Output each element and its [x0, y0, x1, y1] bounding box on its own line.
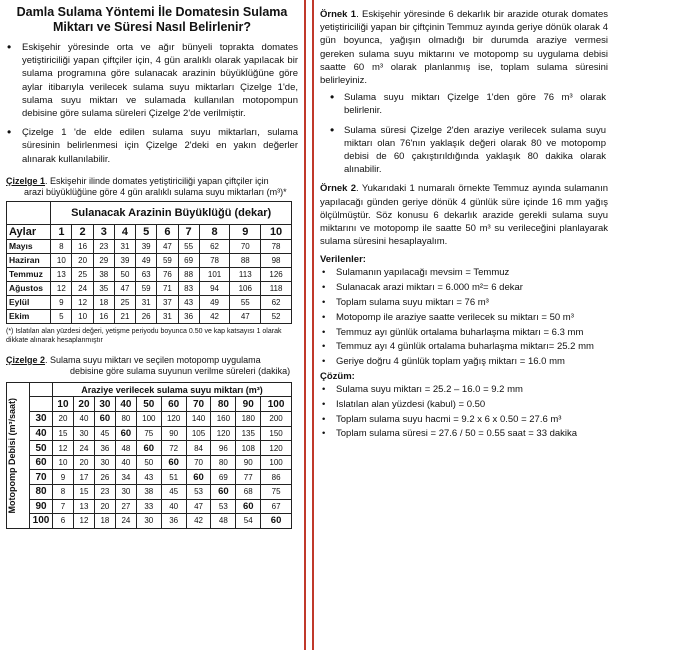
table2-cell: 72: [161, 441, 186, 456]
table2-cell: 60: [115, 426, 136, 441]
table2-col-header: 80: [211, 397, 236, 412]
table1-col-header: 8: [199, 224, 230, 239]
table2-cell: 60: [161, 455, 186, 470]
table1-col-header: 9: [230, 224, 261, 239]
table1-cell: 39: [136, 239, 157, 253]
table1-col-header: 1: [51, 224, 72, 239]
table2-row-label: 100: [30, 514, 53, 529]
table1-cell: 55: [178, 239, 199, 253]
table2-cell: 30: [73, 426, 94, 441]
table2-col-header: 30: [94, 397, 115, 412]
table1-cell: 25: [114, 295, 135, 309]
table2-cell: 96: [211, 441, 236, 456]
table1-cell: 88: [230, 253, 261, 267]
table2-cell: 50: [136, 455, 161, 470]
table1-cell: 88: [178, 267, 199, 281]
table2-cell: 60: [236, 499, 261, 514]
given-item: • Sulamanın yapılacağı mevsim = Temmuz: [320, 267, 608, 280]
table2-row: [7, 441, 292, 456]
table2-cell: 17: [73, 470, 94, 485]
table2-cell: 54: [236, 514, 261, 529]
table2-cell: 70: [186, 455, 211, 470]
table2-row: [7, 455, 292, 470]
table1-cell: 42: [199, 309, 230, 323]
example1-bullet-2: • Sulama süresi Çizelge 2'den araziye verilecek sulama suyu miktarı olan 76'nın yaklaşık değeri olarak 80 ve motopomp debisi de 60 çakıştırıldığında yaklaşık 80 dakika olarak alınabilir.: [320, 124, 606, 177]
given-title: Verilenler:: [320, 254, 366, 266]
table1-cell: 36: [178, 309, 199, 323]
table2-row-label: 30: [30, 412, 53, 427]
table2-cell: 23: [94, 484, 115, 499]
table1-cell: 118: [261, 281, 292, 295]
table2-row-label: 90: [30, 499, 53, 514]
table1-corner: [7, 201, 51, 224]
table2-col-header: 20: [73, 397, 94, 412]
table1-cell: 101: [199, 267, 230, 281]
table2-cell: 108: [236, 441, 261, 456]
table1-body: [7, 239, 292, 323]
table2-cell: 48: [211, 514, 236, 529]
table1-col-header: 4: [114, 224, 135, 239]
table2-corner: [30, 382, 53, 397]
table2-cell: 60: [186, 470, 211, 485]
table1-cell: 78: [199, 253, 230, 267]
solution-item: • Toplam sulama suyu hacmi = 9.2 x 6 x 0.50 = 27.6 m³: [320, 414, 608, 427]
table1-cell: 83: [178, 281, 199, 295]
table2-row: [7, 499, 292, 514]
example1-label: Örnek 1: [320, 9, 357, 20]
table1-cell: 126: [261, 267, 292, 281]
table1-cell: 35: [93, 281, 114, 295]
table1-cell: 26: [136, 309, 157, 323]
table1-cell: 9: [51, 295, 72, 309]
table1-cell: 94: [199, 281, 230, 295]
table2-col-header-row: [7, 397, 292, 412]
table1-row-label: Haziran: [7, 253, 51, 267]
left-column: [0, 0, 306, 650]
table2-cell: 15: [53, 426, 74, 441]
table1-row-label: Ağustos: [7, 281, 51, 295]
table1-cell: 31: [136, 295, 157, 309]
table1-cell: 8: [51, 239, 72, 253]
example2-text: . Yukarıdaki 1 numaralı örnekte Temmuz ayında sulamanın yapılacağı günden geriye dönük 4 günlük süre içinde 16 mm yağış ölçülmüştür. Söz konusu 6 dekarlık arazide gerekli sulama suyu miktarını ve motopomp ile saatte 50 m³ su verileceğini planlayarak sulama süresini hesaplayalım.: [320, 183, 608, 248]
table2-cell: 60: [211, 484, 236, 499]
table1-cell: 47: [157, 239, 178, 253]
table1-cell: 23: [93, 239, 114, 253]
table1-cell: 5: [51, 309, 72, 323]
table1-cell: 62: [261, 295, 292, 309]
table1-col-header: 3: [93, 224, 114, 239]
table2-cell: 84: [186, 441, 211, 456]
table2-cell: 20: [73, 455, 94, 470]
table1-cell: 37: [157, 295, 178, 309]
table2-cell: 8: [53, 484, 74, 499]
solution-title: Çözüm:: [320, 371, 355, 383]
table1-col-header: 7: [178, 224, 199, 239]
table1-cell: 13: [51, 267, 72, 281]
table2-cell: 180: [236, 412, 261, 427]
table1-caption-label: Çizelge 1: [6, 175, 46, 186]
table1-cell: 106: [230, 281, 261, 295]
table1-caption: [6, 176, 300, 199]
table2-cell: 27: [115, 499, 136, 514]
table2-col-header: 10: [53, 397, 74, 412]
table1-cell: 69: [178, 253, 199, 267]
table1-cell: 59: [157, 253, 178, 267]
table2-corner2: [30, 397, 53, 412]
table2-cell: 40: [161, 499, 186, 514]
table2-cell: 47: [186, 499, 211, 514]
table1-cell: 78: [261, 239, 292, 253]
table1-cell: 31: [157, 309, 178, 323]
table2-cell: 60: [94, 412, 115, 427]
table2: [6, 382, 292, 529]
table2-row: [7, 470, 292, 485]
table1-row: [7, 281, 292, 295]
table2-cell: 60: [136, 441, 161, 456]
table2-caption-label: Çizelge 2: [6, 354, 46, 365]
table1-cell: 63: [136, 267, 157, 281]
table2-cell: 30: [136, 514, 161, 529]
example1-bullet-1: • Sulama suyu miktarı Çizelge 1'den göre 76 m³ olarak belirlenir.: [320, 91, 606, 117]
table1-note: (*) Islatılan alan yüzdesi değeri, yetişme periyodu boyunca 0.50 ve kap katsayısı 1 olarak dikkate alınarak hesaplanmıştır: [6, 327, 282, 344]
table2-col-header: 40: [115, 397, 136, 412]
table2-cell: 7: [53, 499, 74, 514]
table2-cell: 160: [211, 412, 236, 427]
table2-cell: 53: [211, 499, 236, 514]
table1-caption-line2: arazi büyüklüğüne göre 4 gün aralıklı sulama suyu miktarları (m³)*: [24, 187, 287, 198]
table2-row: [7, 426, 292, 441]
table1-cell: 71: [157, 281, 178, 295]
table1-row: [7, 253, 292, 267]
table1-cell: 21: [114, 309, 135, 323]
given-item: • Toplam sulama suyu miktarı = 76 m³: [320, 297, 608, 310]
table1: [6, 201, 292, 324]
table1-cell: 49: [136, 253, 157, 267]
table2-row-label: 70: [30, 470, 53, 485]
table1-cell: 50: [114, 267, 135, 281]
table2-cell: 80: [115, 412, 136, 427]
table2-cell: 100: [136, 412, 161, 427]
table2-row-axis-label: Motopomp Debisi (m³/saat): [7, 397, 17, 514]
table2-row-label: 80: [30, 484, 53, 499]
table1-caption-text: . Eskişehir ilinde domates yetiştiriciliği yapan çiftçiler için: [45, 175, 269, 186]
table2-cell: 86: [261, 470, 292, 485]
table1-col-header: 10: [261, 224, 292, 239]
table2-cell: 150: [261, 426, 292, 441]
table2-caption: [6, 355, 300, 378]
table2-caption-line2: debisine göre sulama suyunun verilme süreleri (dakika): [70, 366, 291, 377]
table1-cell: 20: [72, 253, 93, 267]
solution-item: • Sulama suyu miktarı = 25.2 – 16.0 = 9.2 mm: [320, 384, 608, 397]
table2-cell: 20: [53, 412, 74, 427]
table1-cell: 62: [199, 239, 230, 253]
table1-cell: 47: [230, 309, 261, 323]
table2-cell: 120: [161, 412, 186, 427]
table2-cell: 34: [115, 470, 136, 485]
table2-cell: 200: [261, 412, 292, 427]
table2-cell: 15: [73, 484, 94, 499]
intro-bullet-1: • Eskişehir yöresinde orta ve ağır bünyeli toprakta domates yetiştiriciliği yapan çiftçiler için, 4 gün aralıklı olarak yapılacak bir sulama programına göre sulanacak arazinin büyüklüğüne göre aylar itibarıyla verilecek sulama suyu miktarları Çizelge 1'de, sulama suyu miktarı ve sulamada kullanılan motopompun debisine göre sulama süreleri Çizelge 2'de verilmiştir.: [0, 41, 298, 120]
table1-row-label: Eylül: [7, 295, 51, 309]
table1-row-label: Ekim: [7, 309, 51, 323]
right-column: [312, 0, 612, 650]
table1-row-label: Mayıs: [7, 239, 51, 253]
table2-cell: 10: [53, 455, 74, 470]
table1-cell: 10: [72, 309, 93, 323]
table2-col-header: 100: [261, 397, 292, 412]
table2-row-label: 60: [30, 455, 53, 470]
table2-cell: 45: [94, 426, 115, 441]
table1-cell: 18: [93, 295, 114, 309]
table1-cell: 16: [72, 239, 93, 253]
table2-cell: 60: [261, 514, 292, 529]
table1-cell: 113: [230, 267, 261, 281]
table2-cell: 67: [261, 499, 292, 514]
table1-cell: 43: [178, 295, 199, 309]
table1-col-header: 6: [157, 224, 178, 239]
table2-cell: 20: [94, 499, 115, 514]
table1-col-header: 5: [136, 224, 157, 239]
table2-cell: 51: [161, 470, 186, 485]
table2-cell: 77: [236, 470, 261, 485]
table2-cell: 36: [94, 441, 115, 456]
given-item: • Motopomp ile araziye saatte verilecek su miktarı = 50 m³: [320, 312, 608, 325]
table1-col-header: 2: [72, 224, 93, 239]
table1-header: Sulanacak Arazinin Büyüklüğü (dekar): [51, 201, 292, 224]
table2-row: [7, 514, 292, 529]
example2-paragraph: [320, 182, 608, 248]
table2-cell: 90: [236, 455, 261, 470]
solution-item: • Islatılan alan yüzdesi (kabul) = 0.50: [320, 399, 608, 412]
table2-cell: 38: [136, 484, 161, 499]
table2-cell: 12: [53, 441, 74, 456]
table2-col-header: 70: [186, 397, 211, 412]
table2-row: [7, 412, 292, 427]
example1-paragraph: [320, 8, 608, 87]
table2-cell: 33: [136, 499, 161, 514]
table2-cell: 100: [261, 455, 292, 470]
table2-cell: 40: [115, 455, 136, 470]
table1-cell: 12: [72, 295, 93, 309]
table2-cell: 105: [186, 426, 211, 441]
table1-cell: 76: [157, 267, 178, 281]
table2-cell: 140: [186, 412, 211, 427]
intro-bullet-2: • Çizelge 1 'de elde edilen sulama suyu miktarları, sulama süresinin belirlenmesi için Çizelge 2'deki en yakın değerler alınarak kullanılabilir.: [0, 126, 298, 166]
table2-header: Araziye verilecek sulama suyu miktarı (m³): [53, 382, 292, 397]
table1-cell: 16: [93, 309, 114, 323]
table2-cell: 90: [161, 426, 186, 441]
table2-cell: 40: [73, 412, 94, 427]
table2-row-axis: [7, 382, 30, 528]
table1-cell: 29: [93, 253, 114, 267]
table2-cell: 18: [94, 514, 115, 529]
table2-cell: 6: [53, 514, 74, 529]
table2-row: [7, 484, 292, 499]
table1-cell: 55: [230, 295, 261, 309]
table2-cell: 9: [53, 470, 74, 485]
table2-cell: 45: [161, 484, 186, 499]
table1-cell: 10: [51, 253, 72, 267]
table2-cell: 24: [73, 441, 94, 456]
table1-cell: 47: [114, 281, 135, 295]
table2-cell: 80: [211, 455, 236, 470]
table2-cell: 68: [236, 484, 261, 499]
table2-cell: 43: [136, 470, 161, 485]
table2-cell: 120: [211, 426, 236, 441]
table1-cell: 25: [72, 267, 93, 281]
table1-cell: 31: [114, 239, 135, 253]
example2-label: Örnek 2: [320, 183, 357, 195]
table1-cell: 59: [136, 281, 157, 295]
table2-col-header: 50: [136, 397, 161, 412]
table1-row: [7, 267, 292, 281]
table2-cell: 42: [186, 514, 211, 529]
table2-cell: 69: [211, 470, 236, 485]
table2-cell: 30: [115, 484, 136, 499]
example1-text: . Eskişehir yöresinde 6 dekarlık bir arazide oturak domates yetiştiriciliği yapan bir çiftçinin Temmuz ayında geriye dönük olarak 4 gün boyunca, yağışın olmadığı bir durumda araziye vermesi gereken sulama suyu miktarını ve motopomp su uygulama debisi saatte 60 m³ olarak planlanmış ise, toplam sulama süresini belirleyiniz.: [320, 9, 608, 87]
solution-item: • Toplam sulama süresi = 27.6 / 50 = 0.55 saat = 33 dakika: [320, 428, 608, 441]
table1-cell: 12: [51, 281, 72, 295]
table2-cell: 75: [136, 426, 161, 441]
table1-row: [7, 239, 292, 253]
table1-row-label-header: Aylar: [7, 224, 51, 239]
table1-cell: 98: [261, 253, 292, 267]
table2-cell: 75: [261, 484, 292, 499]
given-list: [314, 267, 612, 369]
table2-row-label: 50: [30, 441, 53, 456]
table1-row: [7, 295, 292, 309]
table2-cell: 13: [73, 499, 94, 514]
table2-col-header: 60: [161, 397, 186, 412]
table2-cell: 135: [236, 426, 261, 441]
table1-cell: 49: [199, 295, 230, 309]
table1-cell: 52: [261, 309, 292, 323]
table2-caption-text: . Sulama suyu miktarı ve seçilen motopomp uygulama: [45, 354, 261, 365]
table2-cell: 48: [115, 441, 136, 456]
table1-row-label: Temmuz: [7, 267, 51, 281]
table2-cell: 120: [261, 441, 292, 456]
solution-list: [314, 384, 612, 441]
table1-cell: 39: [114, 253, 135, 267]
page-title: Damla Sulama Yöntemi İle Domatesin Sulama Miktarı ve Süresi Nasıl Belirlenir?: [16, 5, 288, 34]
table2-col-header: 90: [236, 397, 261, 412]
table2-cell: 53: [186, 484, 211, 499]
table2-cell: 26: [94, 470, 115, 485]
table2-cell: 30: [94, 455, 115, 470]
table2-row-label: 40: [30, 426, 53, 441]
given-item: • Geriye doğru 4 günlük toplam yağış miktarı = 16.0 mm: [320, 356, 608, 369]
given-item: • Temmuz ayı 4 günlük ortalama buharlaşma miktarı= 25.2 mm: [320, 341, 608, 354]
table1-cell: 70: [230, 239, 261, 253]
table2-cell: 24: [115, 514, 136, 529]
given-item: • Sulanacak arazi miktarı = 6.000 m²= 6 dekar: [320, 282, 608, 295]
table2-cell: 36: [161, 514, 186, 529]
table1-cell: 24: [72, 281, 93, 295]
table2-cell: 12: [73, 514, 94, 529]
table1-cell: 38: [93, 267, 114, 281]
given-item: • Temmuz ayı günlük ortalama buharlaşma miktarı = 6.3 mm: [320, 327, 608, 340]
table1-row: [7, 309, 292, 323]
